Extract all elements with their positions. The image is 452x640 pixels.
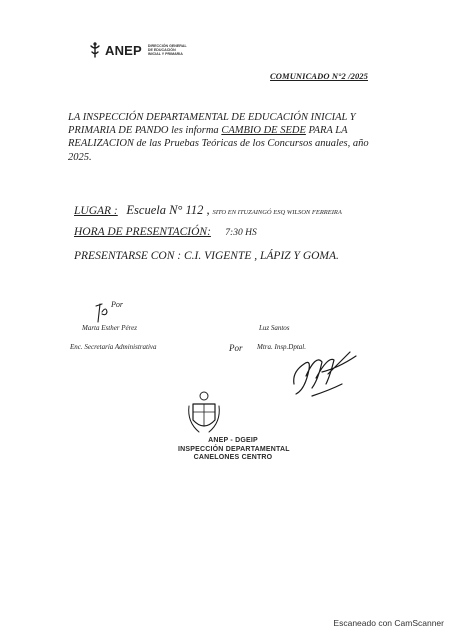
right-signer-role: Mtra. Insp.Dptal.: [257, 343, 306, 351]
institution-stamp: ANEP - DGEIP INSPECCIÓN DEPARTAMENTAL CANELONES CENTRO: [178, 437, 290, 462]
org-name: DIRECCIÓN GENERAL DE EDUCACIÓN INICIAL Y PRIMARIA: [147, 43, 187, 57]
right-por: Por: [229, 343, 243, 353]
comunicado-number: COMUNICADO N°2 /2025: [270, 71, 368, 81]
left-signer-name: Marta Esther Pérez: [82, 324, 137, 332]
cambio-de-sede: CAMBIO DE SEDE: [221, 125, 306, 137]
hora-value: 7:30 HS: [225, 228, 257, 238]
logo-wordmark: ANEP: [105, 42, 142, 58]
scanner-watermark: Escaneado con CamScanner: [333, 618, 444, 628]
lugar-label: LUGAR :: [74, 205, 118, 217]
announcement-text: LA INSPECCIÓN DEPARTAMENTAL DE EDUCACIÓN INICIAL Y PRIMARIA DE PANDO les informa CAMBIO DE SEDE PARA LA REALIZACION de las Pruebas Teóricas de los Concursos anuales, año 2025.: [68, 112, 369, 163]
lugar-school: Escuela N° 112 ,: [126, 203, 210, 217]
lugar-line: [74, 203, 342, 218]
left-signer-role: Enc. Secretaría Administrativa: [70, 343, 157, 351]
anep-logo: [88, 40, 188, 60]
lugar-address: SITO EN ITUZAINGÓ ESQ WILSON FERREIRA: [212, 209, 342, 216]
presentarse-line: PRESENTARSE CON : C.I. VIGENTE , LÁPIZ Y GOMA.: [74, 250, 339, 262]
uruguay-sun-emblem-icon: [88, 41, 102, 59]
left-initial: Por: [111, 300, 123, 309]
hora-label: HORA DE PRESENTACIÓN:: [74, 226, 211, 238]
right-signature-icon: [282, 344, 368, 402]
uruguay-coat-of-arms-icon: [183, 390, 225, 438]
right-signer-name: Luz Santos: [259, 324, 290, 332]
hora-line: [74, 226, 257, 238]
